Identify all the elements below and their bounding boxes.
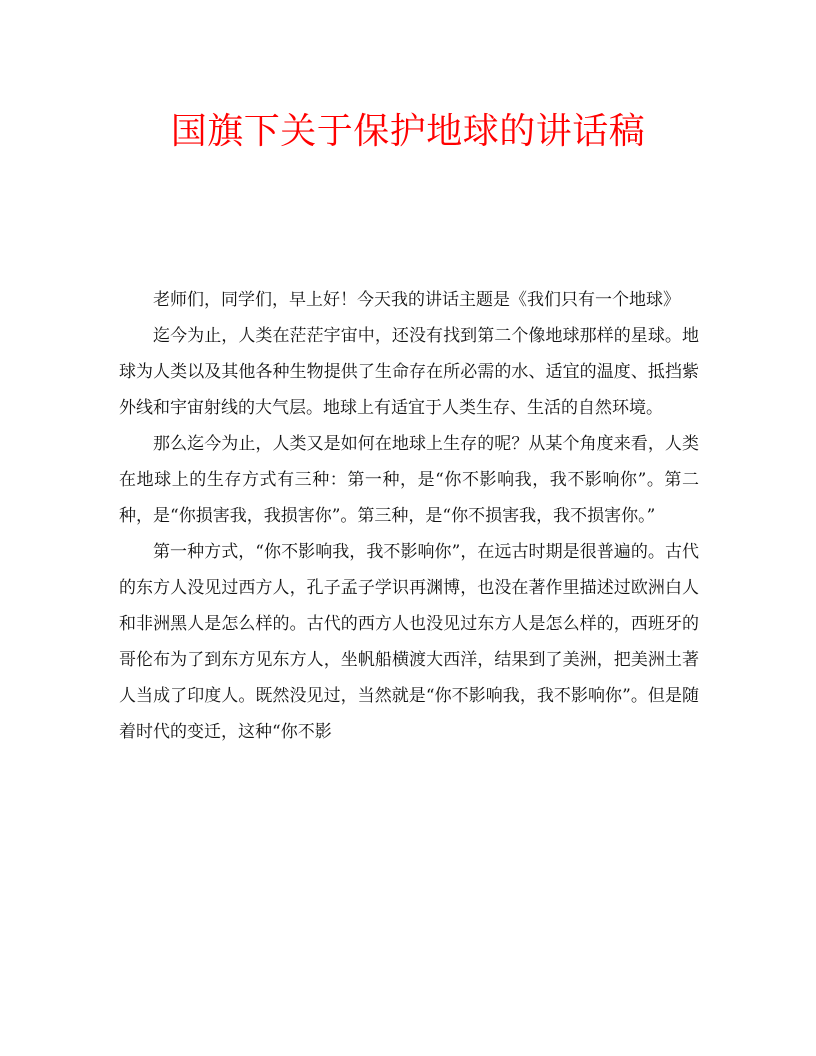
- paragraph-earth-uniqueness: 迄今为止，人类在茫茫宇宙中，还没有找到第二个像地球那样的星球。地球为人类以及其他各种生物提供了生命存在所必需的水、适宜的温度、抵挡紫外线和宇宙射线的大气层。地球上有适宜于人类生存、生活的自然环境。: [119, 326, 699, 418]
- paragraph-survival-modes: 那么迄今为止，人类又是如何在地球上生存的呢？从某个角度来看，人类在地球上的生存方式有三种：第一种，是“你不影响我，我不影响你”。第二种，是“你损害我，我损害你”。第三种，是“你不损害我，我不损害你。”: [119, 434, 699, 526]
- document-title: 国旗下关于保护地球的讲话稿: [170, 111, 646, 152]
- paragraph-greeting: 老师们，同学们，早上好！今天我的讲话主题是《我们只有一个地球》: [153, 290, 680, 310]
- paragraph-first-mode: 第一种方式，“你不影响我，我不影响你”，在远古时期是很普遍的。古代的东方人没见过西方人，孔子孟子学识再渊博，也没在著作里描述过欧洲白人和非洲黑人是怎么样的。古代的西方人也没见过东方人是怎么样的，西班牙的哥伦布为了到东方见东方人，坐帆船横渡大西洋，结果到了美洲，把美洲土著人当成了印度人。既然没见过，当然就是“你不影响我，我不影响你”。但是随着时代的变迁，这种“你不影: [119, 542, 699, 742]
- document-body: [119, 282, 699, 750]
